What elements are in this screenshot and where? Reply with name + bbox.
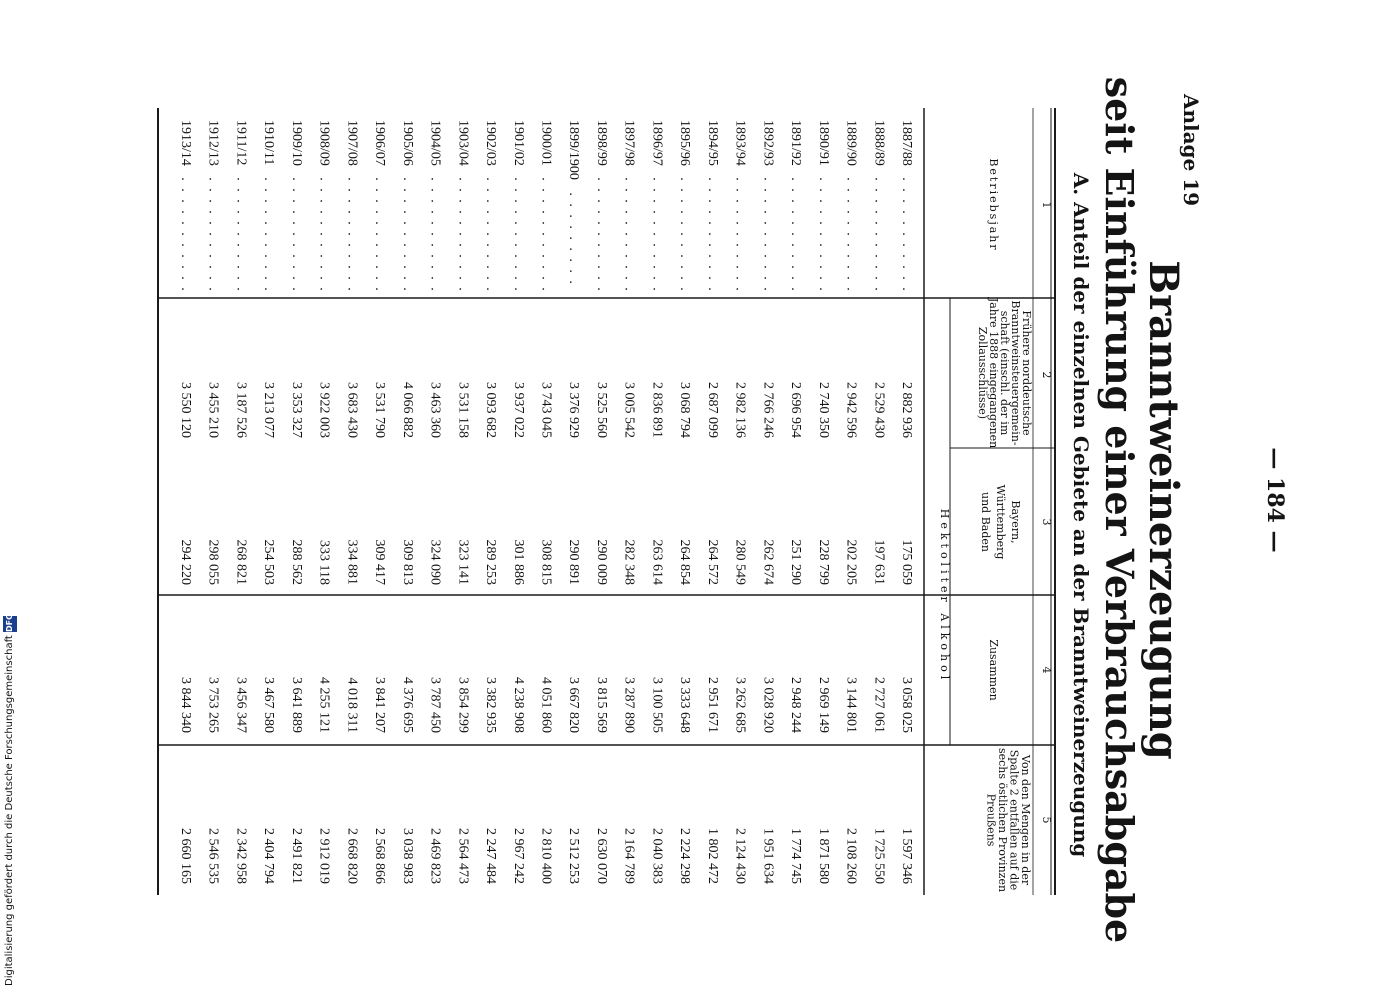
cell-oestliche-provinzen: 1 725 550 bbox=[871, 828, 887, 884]
table-row bbox=[566, 120, 581, 884]
cell-zusammen: 4 376 695 bbox=[399, 677, 415, 733]
year-cell: 1898/99 bbox=[593, 120, 609, 166]
cell-oestliche-provinzen: 1 597 346 bbox=[899, 828, 914, 884]
leader-dots: . . . . . . . . . . . bbox=[704, 177, 720, 293]
cell-bayern-wuerttemberg-baden: 308 815 bbox=[538, 539, 554, 585]
cell-norddeutsche: 3 937 022 bbox=[510, 382, 526, 438]
cell-oestliche-provinzen: 1 871 580 bbox=[815, 828, 831, 884]
leader-dots: . . . . . . . . . . . bbox=[593, 177, 609, 293]
cell-norddeutsche: 3 525 560 bbox=[593, 382, 609, 438]
cell-zusammen: 3 641 889 bbox=[288, 677, 304, 733]
leader-dots: . . . . . . . . . . . bbox=[178, 177, 193, 293]
cell-oestliche-provinzen: 2 247 484 bbox=[483, 828, 499, 884]
leader-dots: . . . . . . . . . . . bbox=[427, 177, 443, 293]
rotated-page-content bbox=[158, 77, 1288, 944]
header-bayern-line: Bayern, bbox=[1009, 500, 1022, 544]
leader-dots: . . . . . . . . . . . bbox=[621, 177, 637, 293]
cell-zusammen: 3 144 801 bbox=[843, 677, 859, 733]
cell-norddeutsche: 3 068 794 bbox=[677, 382, 693, 438]
year-cell: 1891/92 bbox=[788, 120, 804, 166]
cell-norddeutsche: 2 882 936 bbox=[899, 382, 914, 438]
leader-dots: . . . . . . . . . . . bbox=[510, 177, 526, 293]
cell-zusammen: 4 238 908 bbox=[510, 677, 526, 733]
cell-norddeutsche: 3 683 430 bbox=[344, 382, 360, 438]
cell-bayern-wuerttemberg-baden: 289 253 bbox=[483, 539, 499, 585]
cell-oestliche-provinzen: 1 951 634 bbox=[760, 828, 776, 884]
table-row bbox=[899, 120, 914, 884]
year-cell: 1892/93 bbox=[760, 120, 776, 166]
cell-oestliche-provinzen: 2 040 383 bbox=[649, 828, 665, 884]
column-number: 4 bbox=[1040, 666, 1053, 674]
leader-dots: . . . . . . . . . . . bbox=[538, 177, 554, 293]
header-bayern-line: Württemberg bbox=[994, 484, 1007, 560]
year-cell: 1889/90 bbox=[843, 120, 859, 166]
cell-zusammen: 3 100 505 bbox=[649, 677, 665, 733]
cell-zusammen: 3 028 920 bbox=[760, 677, 776, 733]
table-row bbox=[428, 120, 443, 884]
cell-bayern-wuerttemberg-baden: 262 674 bbox=[760, 539, 776, 585]
leader-dots: . . . . . . . . . bbox=[566, 192, 582, 286]
cell-zusammen: 3 456 347 bbox=[233, 677, 249, 733]
header-bayern-line: und Baden bbox=[979, 492, 992, 552]
cell-norddeutsche: 2 687 099 bbox=[704, 382, 720, 438]
cell-oestliche-provinzen: 3 038 983 bbox=[399, 828, 415, 884]
leader-dots: . . . . . . . . . . . bbox=[871, 177, 887, 293]
year-cell: 1908/09 bbox=[316, 120, 332, 166]
cell-bayern-wuerttemberg-baden: 254 503 bbox=[261, 539, 277, 585]
header-ostprovinzen-line: Von den Mengen in der bbox=[1019, 754, 1032, 886]
leader-dots: . . . . . . . . . . . bbox=[815, 177, 831, 293]
cell-oestliche-provinzen: 2 546 535 bbox=[205, 828, 221, 884]
cell-zusammen: 3 382 935 bbox=[483, 677, 499, 733]
cell-zusammen: 3 841 207 bbox=[372, 677, 388, 733]
table-row bbox=[733, 120, 748, 884]
year-cell: 1896/97 bbox=[649, 120, 665, 166]
header-ostprovinzen-line: Spalte 2 entfallen auf die bbox=[1007, 749, 1021, 891]
cell-norddeutsche: 3 093 682 bbox=[483, 382, 499, 438]
column-number: 2 bbox=[1040, 371, 1053, 379]
cell-norddeutsche: 2 836 891 bbox=[649, 382, 665, 438]
cell-oestliche-provinzen: 2 342 958 bbox=[233, 828, 249, 884]
cell-bayern-wuerttemberg-baden: 264 854 bbox=[677, 539, 693, 585]
table-row bbox=[455, 120, 470, 884]
cell-norddeutsche: 3 376 929 bbox=[566, 382, 582, 438]
year-cell: 1912/13 bbox=[205, 120, 221, 166]
cell-zusammen: 3 262 685 bbox=[732, 677, 748, 733]
cell-norddeutsche: 3 005 542 bbox=[621, 382, 637, 438]
table-row bbox=[372, 120, 387, 884]
year-cell: 1901/02 bbox=[510, 120, 526, 166]
cell-zusammen: 3 467 580 bbox=[261, 677, 277, 733]
year-cell: 1909/10 bbox=[288, 120, 304, 166]
cell-zusammen: 2 948 244 bbox=[788, 677, 804, 733]
column-number: 3 bbox=[1040, 518, 1053, 526]
year-cell: 1910/11 bbox=[261, 120, 277, 166]
cell-oestliche-provinzen: 2 108 260 bbox=[843, 828, 859, 884]
cell-bayern-wuerttemberg-baden: 290 009 bbox=[593, 539, 609, 585]
cell-bayern-wuerttemberg-baden: 280 549 bbox=[732, 539, 748, 585]
cell-oestliche-provinzen: 2 404 794 bbox=[261, 828, 277, 884]
cell-bayern-wuerttemberg-baden: 323 141 bbox=[455, 539, 471, 585]
cell-bayern-wuerttemberg-baden: 251 290 bbox=[788, 539, 804, 585]
cell-norddeutsche: 2 766 246 bbox=[760, 382, 776, 438]
cell-bayern-wuerttemberg-baden: 282 348 bbox=[621, 539, 637, 585]
table-row bbox=[649, 120, 664, 884]
cell-norddeutsche: 3 353 327 bbox=[288, 382, 304, 438]
cell-norddeutsche: 2 740 350 bbox=[815, 382, 831, 438]
leader-dots: . . . . . . . . . . . bbox=[205, 177, 221, 293]
table-row bbox=[677, 120, 692, 884]
cell-bayern-wuerttemberg-baden: 288 562 bbox=[288, 539, 304, 585]
cell-norddeutsche: 2 942 596 bbox=[843, 382, 859, 438]
header-ostprovinzen-line: sechs östlichen Provinzen bbox=[996, 747, 1009, 893]
cell-oestliche-provinzen: 2 568 866 bbox=[372, 828, 388, 884]
column-number: 1 bbox=[1040, 201, 1053, 209]
unit-label: Hektoliter Alkohol bbox=[938, 508, 951, 684]
cell-zusammen: 3 844 340 bbox=[178, 677, 193, 733]
header-norddeutsche-line: schaft (einschl. der im bbox=[998, 310, 1011, 436]
page-title-line1: Branntweinerzeugung bbox=[1140, 260, 1187, 760]
cell-bayern-wuerttemberg-baden: 334 881 bbox=[344, 539, 360, 585]
cell-zusammen: 3 815 569 bbox=[593, 677, 609, 733]
year-cell: 1913/14 bbox=[178, 120, 193, 166]
table-row bbox=[344, 120, 359, 884]
table-row bbox=[760, 120, 775, 884]
year-cell: 1899/1900 bbox=[566, 120, 582, 180]
anlage-label: Anlage 19 bbox=[1179, 93, 1203, 207]
year-cell: 1893/94 bbox=[732, 120, 748, 166]
table-row bbox=[178, 120, 193, 884]
cell-zusammen: 2 969 149 bbox=[815, 677, 831, 733]
cell-norddeutsche: 4 066 882 bbox=[399, 382, 415, 438]
section-title: A. Anteil der einzelnen Gebiete an der Branntweinerzeugung bbox=[1069, 172, 1093, 858]
cell-zusammen: 4 255 121 bbox=[316, 677, 332, 733]
leader-dots: . . . . . . . . . . . bbox=[843, 177, 859, 293]
year-cell: 1903/04 bbox=[455, 120, 471, 166]
leader-dots: . . . . . . . . . . . bbox=[344, 177, 360, 293]
cell-oestliche-provinzen: 2 668 820 bbox=[344, 828, 360, 884]
table-row bbox=[788, 120, 803, 884]
leader-dots: . . . . . . . . . . . bbox=[372, 177, 388, 293]
cell-oestliche-provinzen: 2 660 165 bbox=[178, 828, 193, 884]
header-betriebsjahr: Betriebsjahr bbox=[987, 158, 1000, 252]
leader-dots: . . . . . . . . . . . bbox=[788, 177, 804, 293]
leader-dots: . . . . . . . . . . . bbox=[677, 177, 693, 293]
table-headers bbox=[976, 158, 1033, 892]
leader-dots: . . . . . . . . . . . bbox=[649, 177, 665, 293]
cell-bayern-wuerttemberg-baden: 202 205 bbox=[843, 539, 859, 585]
leader-dots: . . . . . . . . . . . bbox=[316, 177, 332, 293]
cell-bayern-wuerttemberg-baden: 309 813 bbox=[399, 539, 415, 585]
cell-norddeutsche: 2 982 136 bbox=[732, 382, 748, 438]
table-body bbox=[178, 120, 914, 884]
leader-dots: . . . . . . . . . . . bbox=[288, 177, 304, 293]
cell-norddeutsche: 3 463 360 bbox=[427, 382, 443, 438]
table-row bbox=[705, 120, 720, 884]
table-row bbox=[233, 120, 248, 884]
cell-bayern-wuerttemberg-baden: 264 572 bbox=[704, 539, 720, 585]
year-cell: 1904/05 bbox=[427, 120, 443, 166]
cell-oestliche-provinzen: 2 512 253 bbox=[566, 828, 582, 884]
cell-oestliche-provinzen: 2 491 821 bbox=[288, 828, 304, 884]
year-cell: 1890/91 bbox=[815, 120, 831, 166]
cell-bayern-wuerttemberg-baden: 268 821 bbox=[233, 539, 249, 585]
year-cell: 1907/08 bbox=[344, 120, 360, 166]
cell-oestliche-provinzen: 2 810 400 bbox=[538, 828, 554, 884]
leader-dots: . . . . . . . . . . . bbox=[455, 177, 471, 293]
cell-bayern-wuerttemberg-baden: 290 891 bbox=[566, 539, 582, 585]
dfg-logo: DFG bbox=[3, 616, 17, 632]
cell-oestliche-provinzen: 2 124 430 bbox=[732, 828, 748, 884]
footer-text: Digitalisierung gefördert durch die Deutsche Forschungsgemeinschaft bbox=[4, 635, 15, 986]
cell-zusammen: 3 333 648 bbox=[677, 677, 693, 733]
cell-norddeutsche: 3 213 077 bbox=[261, 382, 277, 438]
cell-bayern-wuerttemberg-baden: 294 220 bbox=[178, 539, 193, 585]
table-row bbox=[483, 120, 498, 884]
cell-bayern-wuerttemberg-baden: 228 799 bbox=[815, 539, 831, 585]
cell-oestliche-provinzen: 1 802 472 bbox=[704, 828, 720, 884]
cell-norddeutsche: 3 531 158 bbox=[455, 382, 471, 438]
cell-norddeutsche: 3 187 526 bbox=[233, 382, 249, 438]
cell-bayern-wuerttemberg-baden: 298 055 bbox=[205, 539, 221, 585]
leader-dots: . . . . . . . . . . . bbox=[233, 177, 249, 293]
cell-zusammen: 3 058 025 bbox=[899, 677, 914, 733]
table-row bbox=[594, 120, 609, 884]
leader-dots: . . . . . . . . . . . bbox=[760, 177, 776, 293]
cell-norddeutsche: 3 531 790 bbox=[372, 382, 388, 438]
cell-norddeutsche: 3 922 003 bbox=[316, 382, 332, 438]
year-cell: 1902/03 bbox=[483, 120, 499, 166]
cell-zusammen: 4 018 311 bbox=[344, 677, 360, 733]
cell-norddeutsche: 3 455 210 bbox=[205, 382, 221, 438]
cell-oestliche-provinzen: 2 469 823 bbox=[427, 828, 443, 884]
cell-bayern-wuerttemberg-baden: 324 090 bbox=[427, 539, 443, 585]
year-cell: 1888/89 bbox=[871, 120, 887, 166]
cell-zusammen: 2 951 671 bbox=[704, 677, 720, 733]
cell-norddeutsche: 3 550 120 bbox=[178, 382, 193, 438]
year-cell: 1905/06 bbox=[399, 120, 415, 166]
table-row bbox=[844, 120, 859, 884]
column-number: 5 bbox=[1040, 816, 1053, 824]
cell-norddeutsche: 2 696 954 bbox=[788, 382, 804, 438]
leader-dots: . . . . . . . . . . . bbox=[261, 177, 277, 293]
cell-zusammen: 2 727 061 bbox=[871, 677, 887, 733]
leader-dots: . . . . . . . . . . . bbox=[732, 177, 748, 293]
cell-oestliche-provinzen: 2 630 070 bbox=[593, 828, 609, 884]
cell-oestliche-provinzen: 2 224 298 bbox=[677, 828, 693, 884]
cell-oestliche-provinzen: 2 564 473 bbox=[455, 828, 471, 884]
table-row bbox=[622, 120, 637, 884]
table-row bbox=[317, 120, 332, 884]
leader-dots: . . . . . . . . . . . bbox=[399, 177, 415, 293]
table-row bbox=[511, 120, 526, 884]
table-row bbox=[261, 120, 276, 884]
cell-zusammen: 3 667 820 bbox=[566, 677, 582, 733]
header-ostprovinzen-line: Preußens bbox=[984, 793, 998, 847]
year-cell: 1895/96 bbox=[677, 120, 693, 166]
cell-norddeutsche: 3 743 045 bbox=[538, 382, 554, 438]
cell-zusammen: 3 287 890 bbox=[621, 677, 637, 733]
cell-oestliche-provinzen: 1 774 745 bbox=[788, 828, 804, 884]
cell-bayern-wuerttemberg-baden: 333 118 bbox=[316, 540, 332, 585]
header-norddeutsche-line: Branntweinsteuergemein- bbox=[1009, 300, 1022, 446]
cell-bayern-wuerttemberg-baden: 175 059 bbox=[899, 539, 914, 585]
year-cell: 1887/88 bbox=[899, 120, 914, 166]
cell-bayern-wuerttemberg-baden: 263 614 bbox=[649, 539, 665, 585]
cell-bayern-wuerttemberg-baden: 301 886 bbox=[510, 539, 526, 585]
cell-oestliche-provinzen: 2 912 019 bbox=[316, 828, 332, 884]
leader-dots: . . . . . . . . . . . bbox=[899, 177, 914, 293]
page-title-line2: seit Einführung einer Verbrauchsabgabe bbox=[1097, 76, 1142, 944]
year-cell: 1894/95 bbox=[704, 120, 720, 166]
table-row bbox=[206, 120, 221, 884]
cell-oestliche-provinzen: 2 967 242 bbox=[510, 828, 526, 884]
table-row bbox=[816, 120, 831, 884]
header-norddeutsche-line: Zollausschlüsse) bbox=[976, 326, 989, 420]
table-row bbox=[289, 120, 304, 884]
table-row bbox=[539, 120, 554, 884]
table-row bbox=[871, 120, 886, 884]
header-norddeutsche-line: Jahre 1888 eingegangenen bbox=[987, 297, 1000, 449]
cell-bayern-wuerttemberg-baden: 197 631 bbox=[871, 539, 887, 585]
cell-oestliche-provinzen: 2 164 789 bbox=[621, 828, 637, 884]
year-cell: 1900/01 bbox=[538, 120, 554, 166]
cell-bayern-wuerttemberg-baden: 309 417 bbox=[372, 539, 388, 585]
digitization-footer bbox=[2, 606, 18, 986]
cell-zusammen: 3 854 299 bbox=[455, 677, 471, 733]
header-norddeutsche-line: Frühere norddeutsche bbox=[1020, 310, 1033, 436]
cell-norddeutsche: 2 529 430 bbox=[871, 382, 887, 438]
page-number: — 184 — bbox=[1262, 447, 1288, 553]
cell-zusammen: 3 753 265 bbox=[205, 677, 221, 733]
year-cell: 1911/12 bbox=[233, 120, 249, 166]
cell-zusammen: 3 787 450 bbox=[427, 677, 443, 733]
cell-zusammen: 4 051 860 bbox=[538, 677, 554, 733]
year-cell: 1897/98 bbox=[621, 120, 637, 166]
table-row bbox=[400, 120, 415, 884]
header-zusammen: Zusammen bbox=[987, 639, 1000, 701]
leader-dots: . . . . . . . . . . . bbox=[483, 177, 499, 293]
year-cell: 1906/07 bbox=[372, 120, 388, 166]
